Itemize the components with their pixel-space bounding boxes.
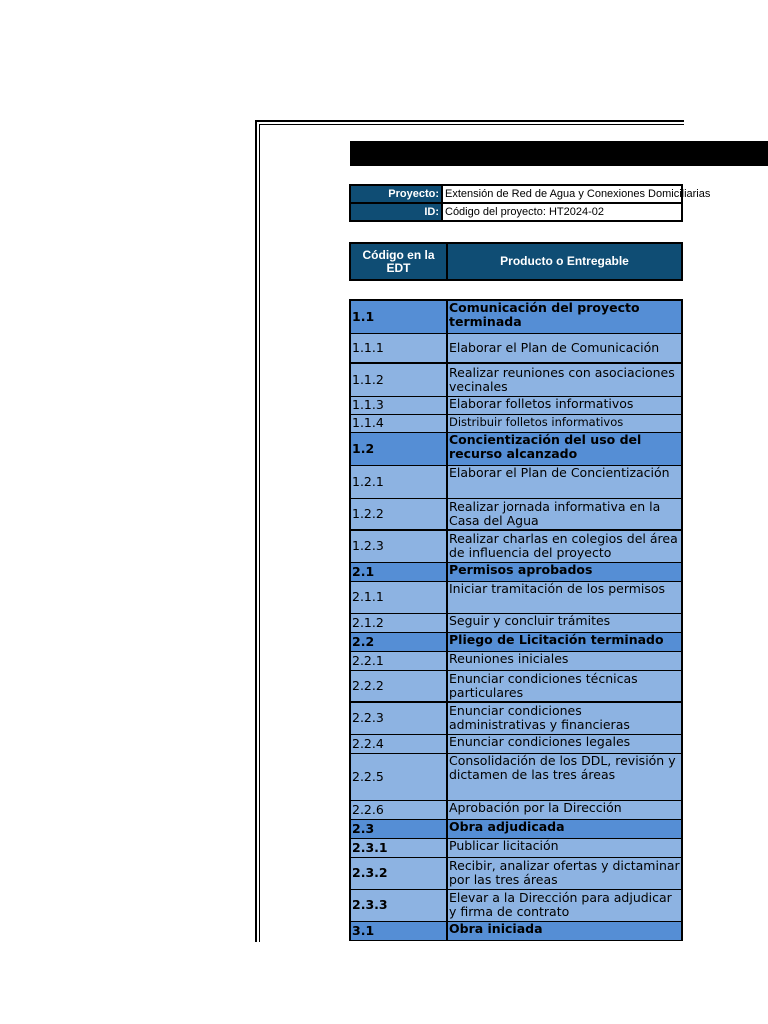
wbs-name: Seguir y concluir trámites — [447, 613, 682, 632]
wbs-name: Recibir, analizar ofertas y dictaminar por las tres áreas — [447, 857, 682, 889]
column-header — [349, 242, 683, 281]
wbs-name: Permisos aprobados — [447, 562, 682, 581]
wbs-row[interactable] — [350, 702, 682, 734]
wbs-code: 2.3.1 — [350, 838, 447, 857]
wbs-name: Realizar charlas en colegios del área de influencia del proyecto — [447, 530, 682, 562]
wbs-code: 2.1 — [350, 562, 447, 581]
wbs-row[interactable] — [350, 333, 682, 363]
wbs-code: 2.2.4 — [350, 734, 447, 753]
wbs-code: 2.1.2 — [350, 613, 447, 632]
wbs-code: 1.1.1 — [350, 333, 447, 363]
wbs-row[interactable] — [350, 734, 682, 753]
wbs-row[interactable] — [350, 889, 682, 921]
wbs-code: 2.2.2 — [350, 670, 447, 702]
wbs-name: Pliego de Licitación terminado — [447, 632, 682, 651]
wbs-row[interactable] — [350, 613, 682, 632]
wbs-row[interactable] — [350, 562, 682, 581]
wbs-name: Obra adjudicada — [447, 819, 682, 838]
wbs-row[interactable] — [350, 670, 682, 702]
wbs-code: 2.3 — [350, 819, 447, 838]
wbs-code: 1.1.3 — [350, 396, 447, 414]
wbs-row[interactable] — [350, 498, 682, 530]
wbs-row[interactable] — [350, 396, 682, 414]
wbs-name: Consolidación de los DDL, revisión y dictamen de las tres áreas — [447, 753, 682, 800]
wbs-code: 1.1.4 — [350, 414, 447, 432]
wbs-name: Elaborar el Plan de Comunicación — [447, 333, 682, 363]
wbs-row[interactable] — [350, 800, 682, 819]
wbs-code: 1.2.1 — [350, 465, 447, 498]
wbs-row[interactable] — [350, 857, 682, 889]
wbs-code: 1.1 — [350, 300, 447, 333]
wbs-name: Reuniones iniciales — [447, 651, 682, 670]
wbs-row[interactable] — [350, 300, 682, 333]
wbs-name: Publicar licitación — [447, 838, 682, 857]
wbs-name: Realizar reuniones con asociaciones vecinales — [447, 363, 682, 396]
wbs-name: Enunciar condiciones administrativas y financieras — [447, 702, 682, 734]
wbs-code: 2.1.1 — [350, 581, 447, 613]
wbs-name: Obra iniciada — [447, 921, 682, 940]
wbs-row[interactable] — [350, 363, 682, 396]
wbs-table — [349, 299, 683, 941]
wbs-row[interactable] — [350, 819, 682, 838]
wbs-code: 2.2.3 — [350, 702, 447, 734]
header-code: Código en la EDT — [350, 243, 447, 280]
wbs-row[interactable] — [350, 921, 682, 940]
wbs-code: 2.2.5 — [350, 753, 447, 800]
wbs-code: 1.2.2 — [350, 498, 447, 530]
wbs-name: Concientización del uso del recurso alcanzado — [447, 432, 682, 465]
wbs-row[interactable] — [350, 651, 682, 670]
id-row — [350, 203, 682, 221]
wbs-code: 3.1 — [350, 921, 447, 940]
wbs-row[interactable] — [350, 530, 682, 562]
wbs-row[interactable] — [350, 581, 682, 613]
wbs-name: Elaborar el Plan de Concientización — [447, 465, 682, 498]
wbs-name: Realizar jornada informativa en la Casa del Agua — [447, 498, 682, 530]
title-bar — [350, 141, 768, 166]
wbs-code: 1.2 — [350, 432, 447, 465]
header-product: Producto o Entregable — [447, 243, 682, 280]
wbs-code: 2.3.3 — [350, 889, 447, 921]
wbs-name: Iniciar tramitación de los permisos — [447, 581, 682, 613]
project-value[interactable]: Extensión de Red de Agua y Conexiones Domiciliarias — [442, 185, 682, 203]
id-label: ID: — [350, 203, 442, 221]
project-info-table — [349, 184, 711, 222]
wbs-code: 2.2.1 — [350, 651, 447, 670]
wbs-name: Enunciar condiciones legales — [447, 734, 682, 753]
wbs-name: Elaborar folletos informativos — [447, 396, 682, 414]
wbs-code: 2.2.6 — [350, 800, 447, 819]
wbs-name: Enunciar condiciones técnicas particulares — [447, 670, 682, 702]
wbs-code: 2.3.2 — [350, 857, 447, 889]
wbs-name: Comunicación del proyecto terminada — [447, 300, 682, 333]
wbs-row[interactable] — [350, 414, 682, 432]
wbs-name: Elevar a la Dirección para adjudicar y firma de contrato — [447, 889, 682, 921]
project-label: Proyecto: — [350, 185, 442, 203]
wbs-code: 1.1.2 — [350, 363, 447, 396]
wbs-row[interactable] — [350, 432, 682, 465]
wbs-row[interactable] — [350, 838, 682, 857]
project-row — [350, 185, 682, 203]
wbs-row[interactable] — [350, 753, 682, 800]
wbs-name: Distribuir folletos informativos — [447, 414, 682, 432]
wbs-row[interactable] — [350, 632, 682, 651]
wbs-name: Aprobación por la Dirección — [447, 800, 682, 819]
id-value[interactable]: Código del proyecto: HT2024-02 — [442, 203, 682, 221]
wbs-code: 2.2 — [350, 632, 447, 651]
wbs-row[interactable] — [350, 465, 682, 498]
wbs-code: 1.2.3 — [350, 530, 447, 562]
